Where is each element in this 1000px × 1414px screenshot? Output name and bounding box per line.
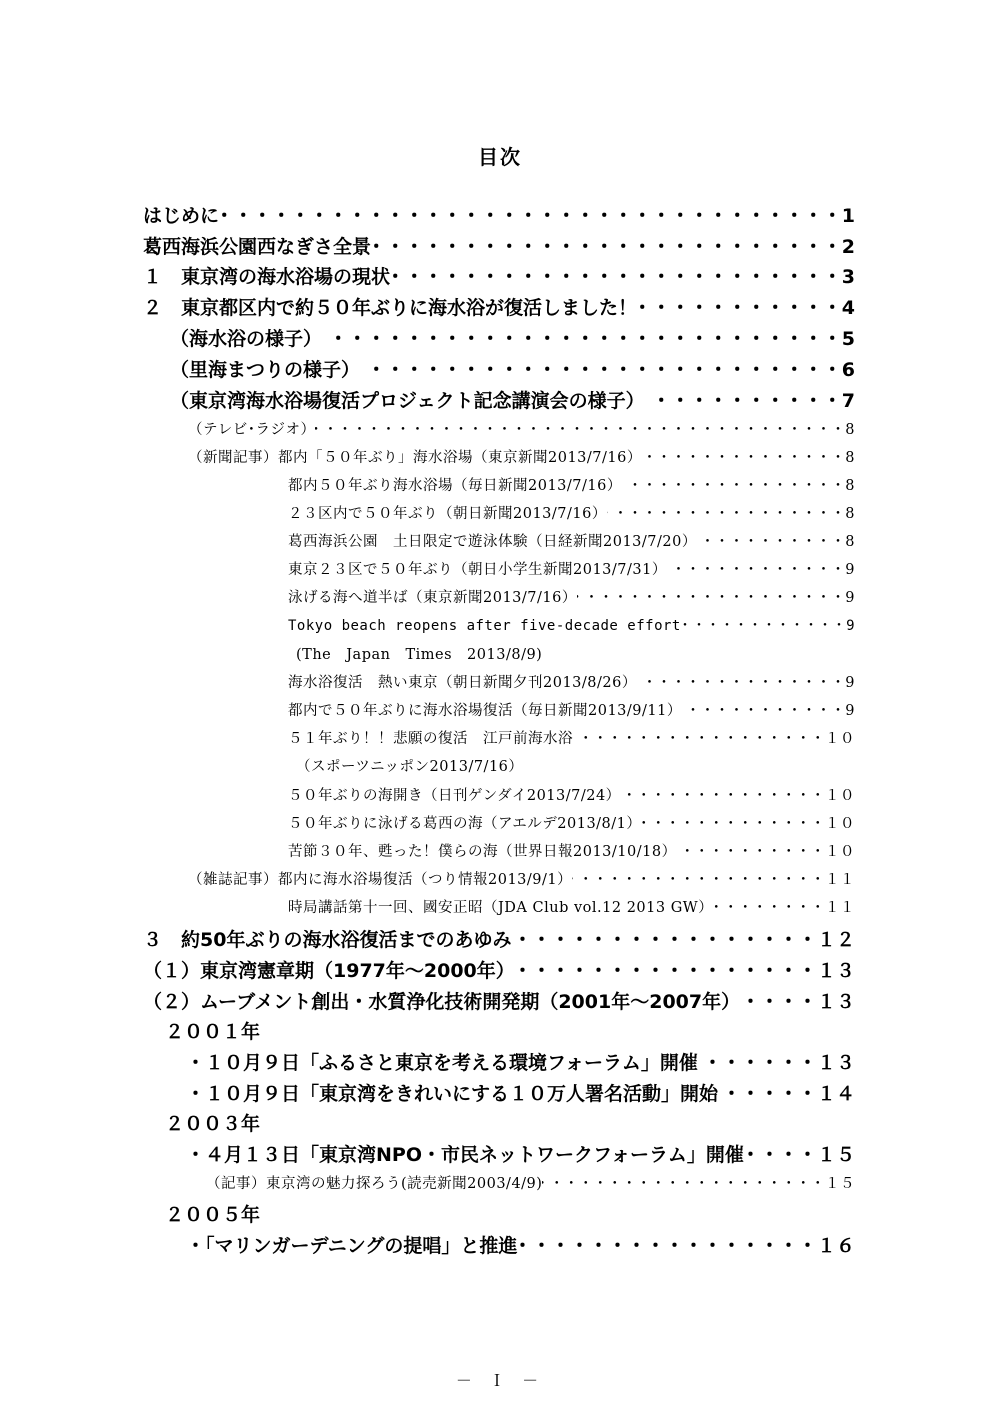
page-number: 2 bbox=[841, 236, 855, 258]
page-number: 8 bbox=[845, 534, 855, 550]
page-number: 3 bbox=[841, 266, 855, 288]
dot-leader bbox=[744, 1140, 817, 1167]
toc-entry[interactable]: （海水浴の様子） ・・・・・・・・・・・・・・・・・・・・・・・・・・・・・・・・・・・・・・・・・・・・・・・・・・・・・・・・・・・・ 5 bbox=[170, 324, 855, 351]
page-number: 8 bbox=[845, 422, 855, 438]
page-number: １４ bbox=[816, 1083, 855, 1105]
toc-entry[interactable]: 苦節３０年、甦った！僕らの海（世界日報2013/10/18） ・・・・・・・・・・・・・・・・・・・・・・・・・・・・・・・・・・・・・・・・・・・・・・・・・・・・・・・・・・・・ １０ bbox=[288, 840, 855, 861]
dot-leader bbox=[713, 896, 825, 917]
page-number: 5 bbox=[841, 328, 855, 350]
toc-entry[interactable]: ５１年ぶり！！悲願の復活 江戸前海水浴 ・・・・・・・・・・・・・・・・・・・・・・・・・・・・・・・・・・・・・・・・・・・・・・・・・・・・・・・・・・・・ １０ bbox=[288, 727, 855, 748]
dot-leader bbox=[517, 1231, 817, 1258]
toc-entry[interactable]: ５０年ぶりの海開き（日刊ゲンダイ2013/7/24） ・・・・・・・・・・・・・・・・・・・・・・・・・・・・・・・・・・・・・・・・・・・・・・・・・・・・・・・・・・・・ １０ bbox=[288, 784, 855, 805]
toc-entry[interactable]: 都内で５０年ぶりに海水浴場復活（毎日新聞2013/9/11） ・・・・・・・・・・・・・・・・・・・・・・・・・・・・・・・・・・・・・・・・・・・・・・・・・・・・・・・・・・・・ 9 bbox=[288, 699, 855, 720]
page-number: 9 bbox=[846, 618, 855, 634]
toc-entry[interactable]: 葛西海浜公園西なぎさ全景 ・・・・・・・・・・・・・・・・・・・・・・・・・・・・・・・・・・・・・・・・・・・・・・・・・・・・・・・・・・・・ 2 bbox=[143, 232, 855, 259]
dot-leader bbox=[697, 530, 845, 551]
page-number: 4 bbox=[841, 297, 855, 319]
page-number: 6 bbox=[841, 359, 855, 381]
page-number: 1 bbox=[841, 205, 855, 227]
toc-entry[interactable]: （里海まつりの様子） ・・・・・・・・・・・・・・・・・・・・・・・・・・・・・・・・・・・・・・・・・・・・・・・・・・・・・・・・・・・・ 6 bbox=[170, 355, 855, 382]
toc-entry[interactable]: （１）東京湾憲章期（1977年～2000年） ・・・・・・・・・・・・・・・・・・・・・・・・・・・・・・・・・・・・・・・・・・・・・・・・・・・・・・・・・・・・ １３ bbox=[143, 956, 855, 983]
dot-leader bbox=[698, 1048, 817, 1075]
dot-leader bbox=[718, 1079, 817, 1106]
page-title: 目次 bbox=[478, 145, 522, 169]
dot-leader bbox=[642, 446, 845, 467]
toc-entry[interactable]: ・４月１３日「東京湾NPO・市民ネットワークフォーラム」開催 ・・・・・・・・・・・・・・・・・・・・・・・・・・・・・・・・・・・・・・・・・・・・・・・・・・・・・・・・・・・・ １５ bbox=[186, 1140, 855, 1167]
toc-entry[interactable]: 都内５０年ぶり海水浴場（毎日新聞2013/7/16） ・・・・・・・・・・・・・・・・・・・・・・・・・・・・・・・・・・・・・・・・・・・・・・・・・・・・・・・・・・・・ 8 bbox=[288, 474, 855, 495]
page-number: 8 bbox=[845, 506, 855, 522]
toc-entry[interactable]: （雑誌記事）都内に海水浴場復活（つり情報2013/9/1） ・・・・・・・・・・・・・・・・・・・・・・・・・・・・・・・・・・・・・・・・・・・・・・・・・・・・・・・・・・・・ １１ bbox=[188, 868, 855, 889]
toc-entry[interactable]: １ 東京湾の海水浴場の現状 ・・・・・・・・・・・・・・・・・・・・・・・・・・・・・・・・・・・・・・・・・・・・・・・・・・・・・・・・・・・・ 3 bbox=[143, 262, 855, 289]
page-number: １５ bbox=[816, 1144, 855, 1166]
dot-leader bbox=[645, 386, 842, 413]
dot-leader bbox=[607, 502, 845, 523]
page-number: １０ bbox=[825, 788, 855, 804]
page-number: １３ bbox=[816, 960, 855, 982]
dot-leader bbox=[572, 868, 825, 889]
toc-entry[interactable]: ２３区内で５０年ぶり（朝日新聞2013/7/16） ・・・・・・・・・・・・・・・・・・・・・・・・・・・・・・・・・・・・・・・・・・・・・・・・・・・・・・・・・・・・ 8 bbox=[288, 502, 855, 523]
dot-leader bbox=[371, 232, 842, 259]
dot-leader bbox=[360, 355, 842, 382]
page-number: １１ bbox=[825, 872, 855, 888]
toc-entry[interactable]: ・１０月９日「東京湾をきれいにする１０万人署名活動」開始 ・・・・・・・・・・・・・・・・・・・・・・・・・・・・・・・・・・・・・・・・・・・・・・・・・・・・・・・・・・・・ １４ bbox=[186, 1079, 855, 1106]
page-number: １５ bbox=[825, 1176, 855, 1192]
dot-leader bbox=[740, 987, 817, 1014]
toc-entry[interactable]: 海水浴復活 熱い東京（朝日新聞夕刊2013/8/26） ・・・・・・・・・・・・・・・・・・・・・・・・・・・・・・・・・・・・・・・・・・・・・・・・・・・・・・・・・・・・ 9 bbox=[288, 671, 855, 692]
toc-entry-continuation: (The Japan Times 2013/8/9) bbox=[296, 647, 543, 663]
page-number: 9 bbox=[845, 703, 855, 719]
toc-entry[interactable]: ３ 約50年ぶりの海水浴復活までのあゆみ ・・・・・・・・・・・・・・・・・・・・・・・・・・・・・・・・・・・・・・・・・・・・・・・・・・・・・・・・・・・・ １２ bbox=[143, 925, 855, 952]
dot-leader bbox=[315, 418, 845, 439]
toc-entry[interactable]: （新聞記事）都内「５０年ぶり」海水浴場（東京新聞2013/7/16） ・・・・・・・・・・・・・・・・・・・・・・・・・・・・・・・・・・・・・・・・・・・・・・・・・・・・・・・・・・・・ 8 bbox=[188, 446, 855, 467]
page-number: １６ bbox=[816, 1235, 855, 1257]
dot-leader bbox=[322, 324, 842, 351]
page-number: １０ bbox=[825, 731, 855, 747]
page-number: １３ bbox=[816, 991, 855, 1013]
year-heading: ２００５年 bbox=[165, 1204, 261, 1226]
dot-leader bbox=[681, 615, 846, 635]
page-number: １０ bbox=[825, 816, 855, 832]
page-number: 7 bbox=[841, 390, 855, 412]
page-number: １０ bbox=[825, 844, 855, 860]
toc-entry[interactable]: Tokyo beach reopens after five-decade effort ・・・・・・・・・・・・・・・・・・・・・・・・・・・・・・・・・・・・・・・・・・・・・・・・・・・・・・・・・・・・ 9 bbox=[288, 615, 855, 635]
dot-leader bbox=[511, 925, 817, 952]
toc-entry[interactable]: （テレビ･ラジオ） ・・・・・・・・・・・・・・・・・・・・・・・・・・・・・・・・・・・・・・・・・・・・・・・・・・・・・・・・・・・・ 8 bbox=[188, 418, 855, 439]
year-heading: ２００１年 bbox=[165, 1021, 261, 1043]
dot-leader bbox=[542, 1172, 825, 1193]
page-footer: － Ｉ － bbox=[455, 1371, 545, 1390]
toc-entry[interactable]: ５０年ぶりに泳げる葛西の海（アエルデ2013/8/1） ・・・・・・・・・・・・・・・・・・・・・・・・・・・・・・・・・・・・・・・・・・・・・・・・・・・・・・・・・・・・ １０ bbox=[288, 812, 855, 833]
toc-entry[interactable]: （２）ムーブメント創出・水質浄化技術開発期（2001年～2007年） ・・・・・・・・・・・・・・・・・・・・・・・・・・・・・・・・・・・・・・・・・・・・・・・・・・・・・・・・・・・・ １３ bbox=[143, 987, 855, 1014]
toc-entry[interactable]: はじめに ・・・・・・・・・・・・・・・・・・・・・・・・・・・・・・・・・・・・・・・・・・・・・・・・・・・・・・・・・・・・ 1 bbox=[143, 201, 855, 228]
page-number: 9 bbox=[845, 675, 855, 691]
page-number: １２ bbox=[816, 929, 855, 951]
toc-entry[interactable]: （東京湾海水浴場復活プロジェクト記念講演会の様子） ・・・・・・・・・・・・・・・・・・・・・・・・・・・・・・・・・・・・・・・・・・・・・・・・・・・・・・・・・・・・ 7 bbox=[170, 386, 855, 413]
dot-leader bbox=[622, 474, 845, 495]
page-number: １３ bbox=[816, 1052, 855, 1074]
toc-entry-continuation: （スポーツニッポン2013/7/16） bbox=[296, 759, 524, 775]
dot-leader bbox=[641, 812, 825, 833]
dot-leader bbox=[682, 699, 845, 720]
toc-entry[interactable]: 葛西海浜公園 土日限定で遊泳体験（日経新聞2013/7/20） ・・・・・・・・・・・・・・・・・・・・・・・・・・・・・・・・・・・・・・・・・・・・・・・・・・・・・・・・・・・・ 8 bbox=[288, 530, 855, 551]
dot-leader bbox=[621, 784, 825, 805]
page-number: 9 bbox=[845, 590, 855, 606]
toc-entry[interactable]: ・１０月９日「ふるさと東京を考える環境フォーラム」開催 ・・・・・・・・・・・・・・・・・・・・・・・・・・・・・・・・・・・・・・・・・・・・・・・・・・・・・・・・・・・・ １３ bbox=[186, 1048, 855, 1075]
year-heading: ２００３年 bbox=[165, 1113, 261, 1135]
toc-entry[interactable]: 泳げる海へ道半ば（東京新聞2013/7/16） ・・・・・・・・・・・・・・・・・・・・・・・・・・・・・・・・・・・・・・・・・・・・・・・・・・・・・・・・・・・・ 9 bbox=[288, 586, 855, 607]
page-number: 9 bbox=[845, 562, 855, 578]
page-number: １１ bbox=[825, 900, 855, 916]
dot-leader bbox=[677, 840, 825, 861]
toc-entry[interactable]: ２ 東京都区内で約５０年ぶりに海水浴が復活しました！ ・・・・・・・・・・・・・・・・・・・・・・・・・・・・・・・・・・・・・・・・・・・・・・・・・・・・・・・・・・・・ 4 bbox=[143, 293, 855, 320]
dot-leader bbox=[667, 558, 845, 579]
toc-entry[interactable]: ・「マリンガーデニングの提唱」と推進 ・・・・・・・・・・・・・・・・・・・・・・・・・・・・・・・・・・・・・・・・・・・・・・・・・・・・・・・・・・・・ １６ bbox=[186, 1231, 855, 1258]
dot-leader bbox=[515, 956, 817, 983]
dot-leader bbox=[577, 586, 845, 607]
toc-entry[interactable]: 時局講話第十一回、國安正昭（JDA Club vol.12 2013 GW） ・・・・・・・・・・・・・・・・・・・・・・・・・・・・・・・・・・・・・・・・・・・・・・・・・・・・・・・・・・・・ １１ bbox=[288, 896, 855, 917]
toc-entry[interactable]: （記事）東京湾の魅力探ろう(読売新聞2003/4/9) ・・・・・・・・・・・・・・・・・・・・・・・・・・・・・・・・・・・・・・・・・・・・・・・・・・・・・・・・・・・・ １５ bbox=[206, 1172, 855, 1193]
toc-entry[interactable]: 東京２３区で５０年ぶり（朝日小学生新聞2013/7/31） ・・・・・・・・・・・・・・・・・・・・・・・・・・・・・・・・・・・・・・・・・・・・・・・・・・・・・・・・・・・・ 9 bbox=[288, 558, 855, 579]
dot-leader bbox=[219, 201, 842, 228]
page-number: 8 bbox=[845, 450, 855, 466]
dot-leader bbox=[637, 293, 842, 320]
dot-leader bbox=[637, 671, 845, 692]
page-number: 8 bbox=[845, 478, 855, 494]
dot-leader bbox=[390, 262, 842, 289]
dot-leader bbox=[573, 727, 825, 748]
